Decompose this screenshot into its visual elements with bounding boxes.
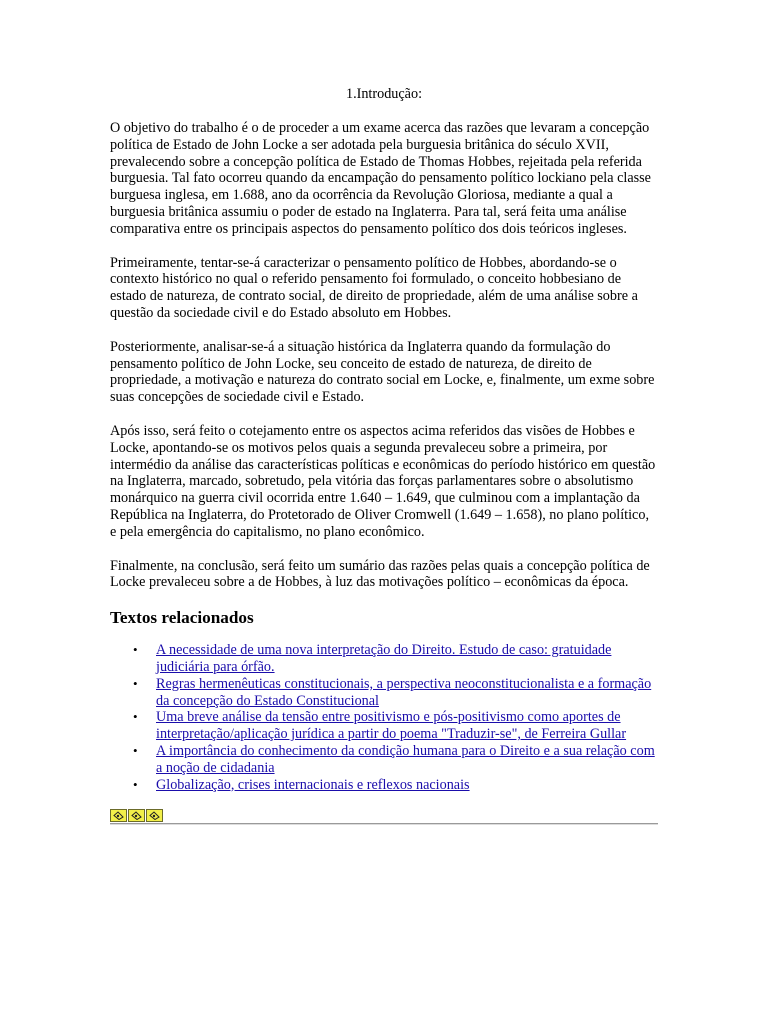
- paragraph-locke: Posteriormente, analisar-se-á a situação histórica da Inglaterra quando da formulação do pensamento político de John Locke, seu conceito de estado de natureza, de direito de propriedade, a motivação e natureza do contrato social em Locke, e, finalmente, um exme sobre suas concepções de sociedade civil e Estado.: [110, 338, 655, 406]
- document-body: [110, 86, 658, 825]
- bullet-icon: •: [133, 742, 138, 758]
- rating-star-icon[interactable]: [146, 809, 163, 822]
- related-texts-list: [110, 642, 658, 793]
- list-item: [110, 642, 658, 676]
- related-link-2[interactable]: Regras hermenêuticas constitucionais, a perspectiva neoconstitucionalista e a formação da concepção do Estado Constitucional: [156, 675, 652, 709]
- paragraph-comparison: Após isso, será feito o cotejamento entre os aspectos acima referidos das visões de Hobbes e Locke, apontando-se os motivos pelos quais a segunda prevaleceu sobre a primeira, por intermédio da análise das características políticas e econômicas do período histórico em questão na Inglaterra, marcado, sobretudo, pela vitória das forças parlamentares sobre o absolutismo monárquico na guerra civil ocorrida entre 1.640 – 1.649, que culminou com a implantação da República na Inglaterra, do Protetorado de Oliver Cromwell (1.649 – 1.658), no plano político, e pela emergência do capitalismo, no plano econômico.: [110, 422, 656, 540]
- paragraph-hobbes: Primeiramente, tentar-se-á caracterizar o pensamento político de Hobbes, abordando-se o contexto histórico no qual o referido pensamento foi formulado, o conceito hobbesiano de estado de natureza, de contrato social, de direito de propriedade, além de uma análise sobre a questão da sociedade civil e do Estado absoluto em Hobbes.: [110, 254, 638, 321]
- related-texts-title: Textos relacionados: [110, 608, 254, 628]
- related-link-1[interactable]: A necessidade de uma nova interpretação do Direito. Estudo de caso: gratuidade judiciária para órfão.: [156, 642, 612, 675]
- rating-star-icon[interactable]: [128, 809, 145, 822]
- horizontal-divider: [110, 823, 658, 825]
- bullet-icon: •: [133, 642, 138, 658]
- list-item: [110, 777, 658, 794]
- rating-star-icon[interactable]: [110, 809, 127, 822]
- related-link-4[interactable]: A importância do conhecimento da condição humana para o Direito e a sua relação com a noção de cidadania: [156, 742, 655, 776]
- paragraph-conclusion: Finalmente, na conclusão, será feito um sumário das razões pelas quais a concepção política de Locke prevaleceu sobre a de Hobbes, à luz das motivações político – econômicas da época.: [110, 557, 650, 591]
- list-item: [110, 676, 658, 710]
- bullet-icon: •: [133, 675, 138, 691]
- related-link-5[interactable]: Globalização, crises internacionais e reflexos nacionais: [156, 776, 470, 793]
- bullet-icon: •: [133, 776, 138, 792]
- list-item: [110, 709, 658, 743]
- list-item: [110, 743, 658, 777]
- rating-widget: [110, 809, 658, 822]
- paragraph-objective: O objetivo do trabalho é o de proceder a um exame acerca das razões que levaram a concepção política de Estado de John Locke a ser adotada pela burguesia britânica do século XVII, prevalecendo sobre a concepção política de Estado de Thomas Hobbes, rejeitada pela referida burguesia. Tal fato ocorreu quando da encampação do pensamento político lockiano pela classe burguesa inglesa, em 1.688, ano da ocorrência da Revolução Gloriosa, mediante a qual a burguesia britânica assumiu o poder de estado na Inglaterra. Para tal, será feita uma análise comparativa entre os principais aspectos do pensamento político dos dois teóricos ingleses.: [110, 120, 651, 237]
- bullet-icon: •: [133, 709, 138, 725]
- related-link-3[interactable]: Uma breve análise da tensão entre positivismo e pós-positivismo como aportes de interpretação/aplicação jurídica a partir do poema "Traduzir-se", de Ferreira Gullar: [156, 709, 627, 743]
- section-heading: 1.Introdução:: [345, 86, 423, 102]
